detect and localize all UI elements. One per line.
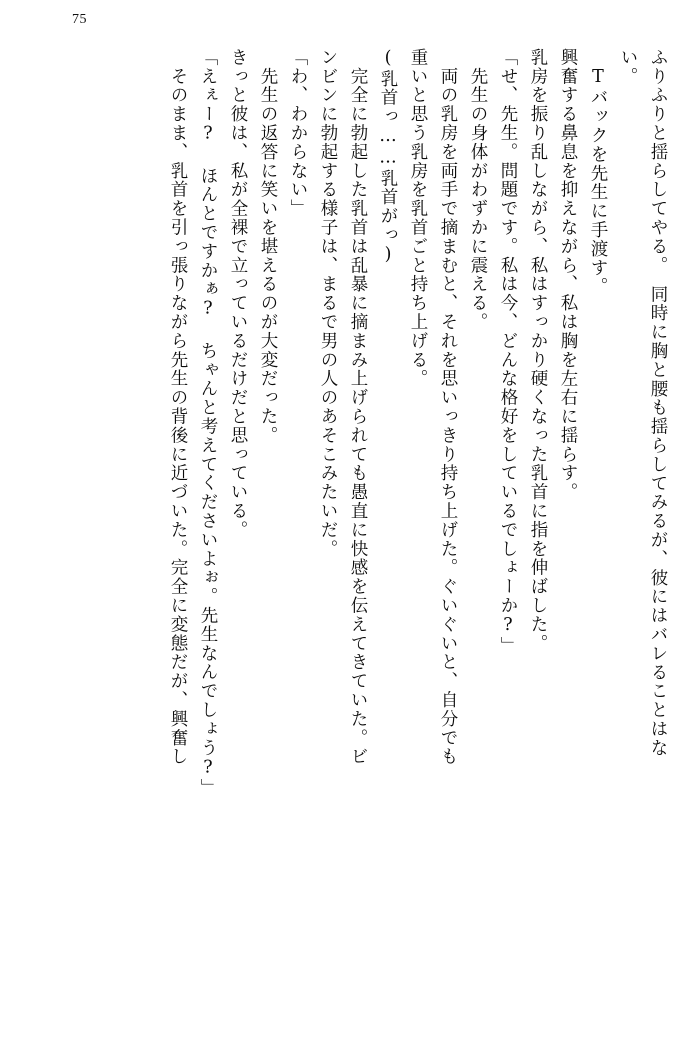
text-column: 重いと思う乳房を乳首ごと持ち上げる。 <box>408 48 428 389</box>
page-number: 75 <box>72 12 87 27</box>
text-column: 乳房を振り乱しながら、私はすっかり硬くなった乳首に指を伸ばした。 <box>528 48 548 653</box>
text-column: (乳首っ……乳首がっ) <box>378 48 398 266</box>
text-column: い。 <box>618 48 638 86</box>
text-column: 先生の返答に笑いを堪えるのが大変だった。 <box>258 48 278 445</box>
text-column: Tバックを先生に手渡す。 <box>588 48 608 297</box>
text-column: 「わ、わからない」 <box>288 48 308 219</box>
text-column: 先生の身体がわずかに震える。 <box>468 48 488 332</box>
text-column: そのまま、乳首を引っ張りながら先生の背後に近づいた。完全に変態だが、興奮し <box>168 48 188 767</box>
text-column: 「えぇー? ほんとですかぁ? ちゃんと考えてくださいよぉ。先生なんでしょう?」 <box>198 48 218 798</box>
text-column: 「せ、先生。問題です。私は今、どんな格好をしているでしょーか?」 <box>498 48 518 656</box>
text-column: きっと彼は、私が全裸で立っているだけだと思っている。 <box>228 48 248 540</box>
text-column: 興奮する鼻息を抑えながら、私は胸を左右に揺らす。 <box>558 48 578 502</box>
text-column: 完全に勃起した乳首は乱暴に摘まみ上げられても愚直に快感を伝えてきていた。ビ <box>348 48 368 767</box>
vertical-text-body <box>34 48 666 1024</box>
text-column: 両の乳房を両手で摘まむと、それを思いっきり持ち上げた。ぐいぐいと、自分でも <box>438 48 458 767</box>
text-column: ンビンに勃起する様子は、まるで男の人のあそこみたいだ。 <box>318 48 338 559</box>
text-column: ふりふりと揺らしてやる。 同時に胸と腰も揺らしてみるが、彼にはバレることはな <box>648 48 668 758</box>
